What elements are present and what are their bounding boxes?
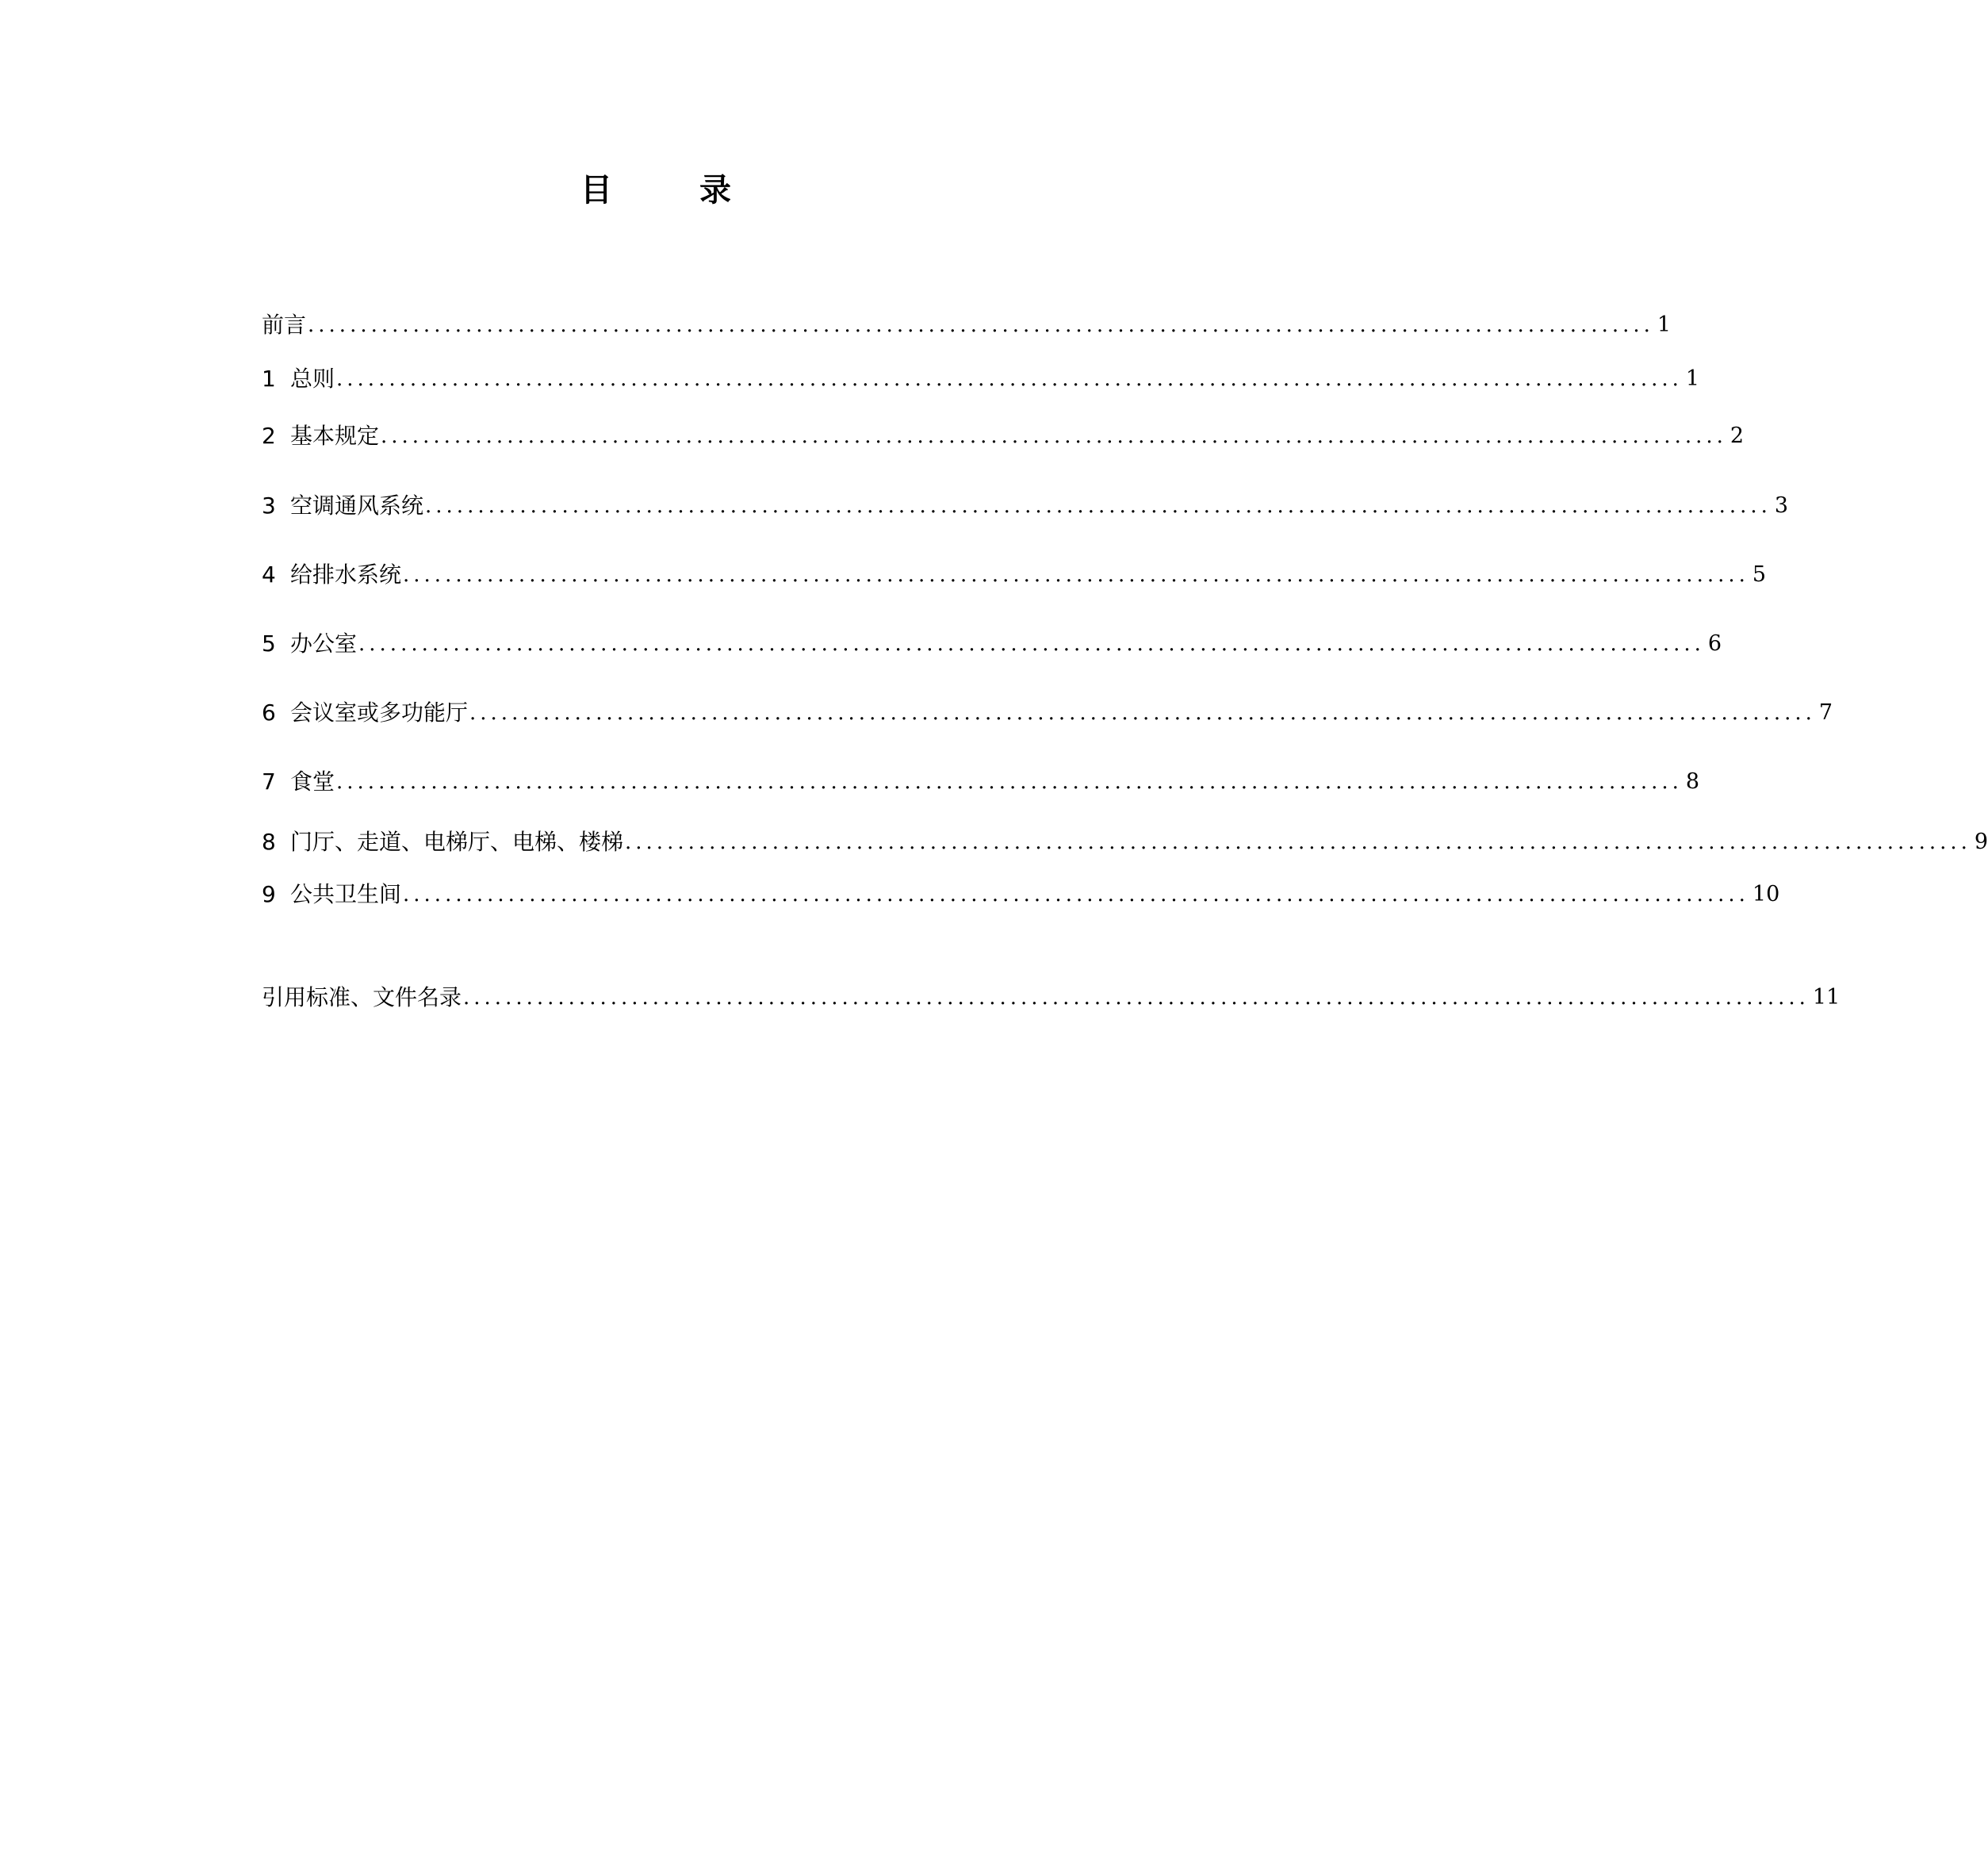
toc-dot-leader: ................................................................................................................................ [358, 632, 1705, 656]
toc-entry-number: 4 [262, 561, 276, 588]
toc-dot-leader: ................................................................................................................................ [403, 563, 1749, 587]
toc-entry-number: 7 [262, 768, 276, 795]
toc-entry-9[interactable] [262, 877, 1780, 912]
toc-dot-leader: ................................................................................................................................ [336, 770, 1683, 794]
toc-entry-number: 6 [262, 699, 276, 726]
toc-entry-label: 办公室 [290, 630, 358, 657]
toc-entry-number: 8 [262, 829, 276, 855]
toc-dot-leader: ................................................................................................................................ [381, 424, 1727, 448]
toc-dot-leader: ................................................................................................................................ [469, 701, 1816, 725]
toc-entry-page: 6 [1707, 631, 1722, 656]
toc-dot-leader: ................................................................................................................................ [403, 883, 1749, 906]
toc-entry-label: 公共卫生间 [290, 881, 402, 907]
toc-dot-leader: ................................................................................................................................ [425, 494, 1772, 518]
toc-entry-references[interactable] [262, 980, 1841, 1015]
toc-entry-7[interactable] [262, 765, 1700, 799]
toc-entry-preface[interactable] [262, 308, 1672, 343]
toc-entry-label: 总则 [290, 366, 335, 392]
toc-entry-label: 引用标准、文件名录 [262, 984, 462, 1010]
toc-entry-6[interactable] [262, 696, 1833, 730]
toc-entry-label: 基本规定 [290, 423, 380, 449]
toc-entry-page: 2 [1729, 424, 1745, 448]
toc-entry-number: 2 [262, 423, 276, 449]
toc-entry-number: 3 [262, 492, 276, 519]
toc-entry-page: 1 [1657, 312, 1672, 337]
toc-entry-label: 空调通风系统 [290, 492, 424, 519]
toc-entry-label: 门厅、走道、电梯厅、电梯、楼梯 [290, 829, 624, 855]
toc-entry-4[interactable] [262, 558, 1767, 592]
toc-dot-leader: ................................................................................................................................ [463, 986, 1810, 1010]
toc-entry-page: 10 [1752, 882, 1780, 906]
toc-entry-8[interactable] [262, 825, 1988, 860]
toc-entry-page: 9 [1974, 830, 1988, 854]
toc-entry-page: 1 [1685, 366, 1700, 391]
toc-entry-page: 3 [1774, 493, 1789, 518]
toc-entry-label: 食堂 [290, 768, 335, 795]
toc-entry-page: 7 [1818, 700, 1833, 725]
page-title: 目 录 [580, 172, 769, 209]
toc-dot-leader: ................................................................................................................................ [336, 367, 1683, 391]
toc-entry-label: 会议室或多功能厅 [290, 699, 469, 726]
toc-entry-label: 前言 [262, 312, 307, 338]
toc-entry-label: 给排水系统 [290, 561, 402, 588]
toc-entry-number: 1 [262, 366, 276, 392]
toc-entry-page: 8 [1685, 769, 1700, 794]
toc-entry-5[interactable] [262, 627, 1722, 661]
toc-entry-3[interactable] [262, 489, 1789, 523]
toc-entry-number: 9 [262, 881, 276, 907]
toc-dot-leader: ................................................................................................................................ [625, 830, 1971, 854]
toc-entry-number: 5 [262, 630, 276, 657]
toc-entry-page: 5 [1752, 562, 1767, 587]
toc-entry-page: 11 [1812, 985, 1841, 1010]
toc-entry-2[interactable] [262, 419, 1745, 454]
toc-dot-leader: ................................................................................................................................ [308, 313, 1654, 337]
toc-entry-1[interactable] [262, 362, 1700, 397]
